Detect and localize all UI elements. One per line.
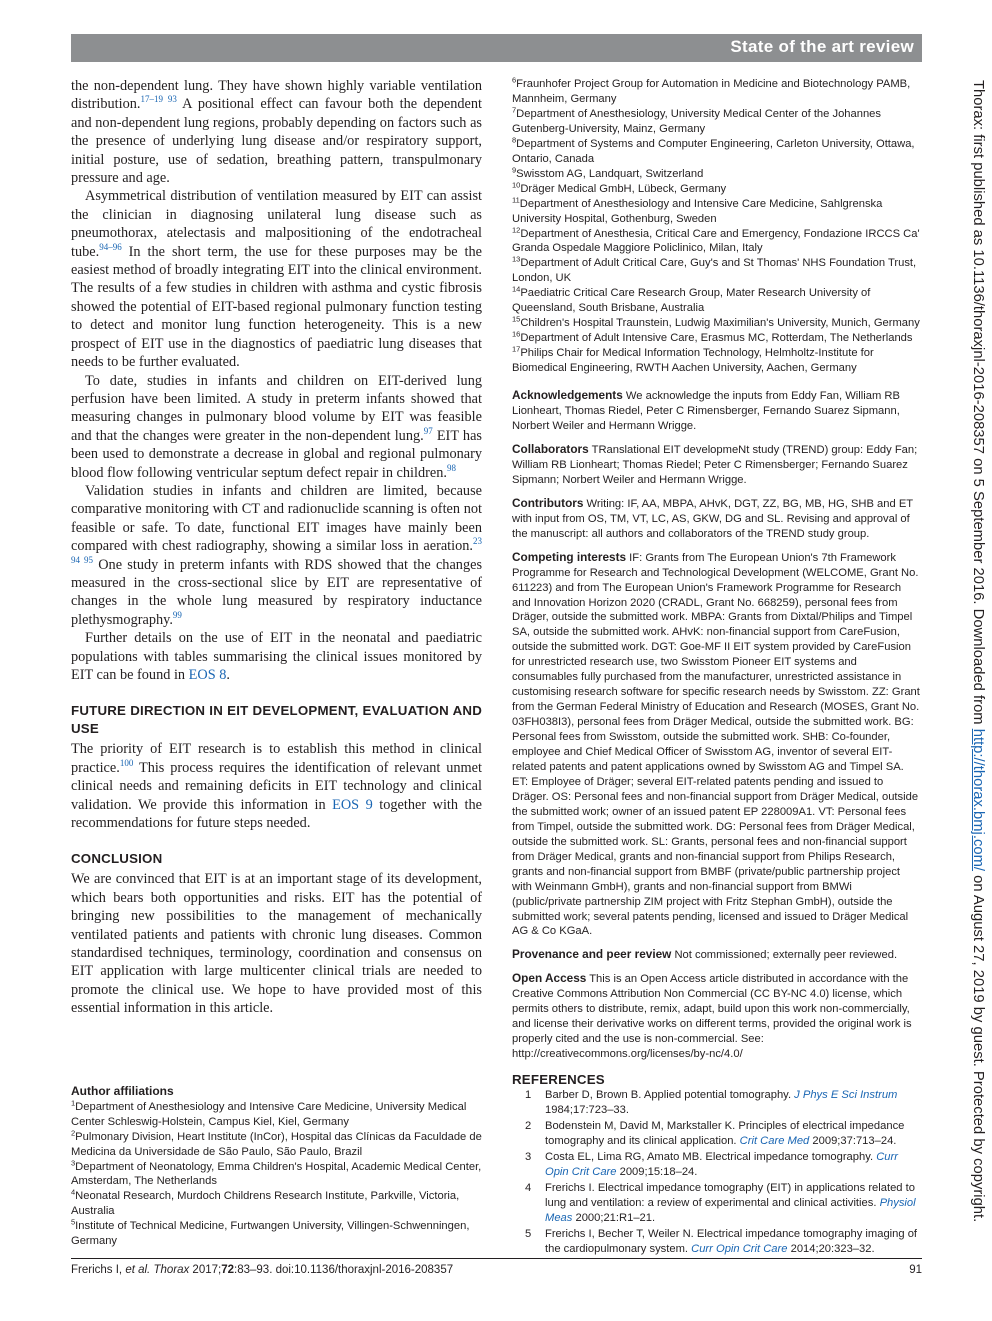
citation-link[interactable]: 23 94 95	[71, 536, 482, 565]
citation-link[interactable]: 94–96	[99, 241, 122, 252]
footer-divider	[71, 1258, 922, 1259]
affiliations-heading: Author affiliations	[71, 1084, 174, 1098]
back-matter-section: Contributors Writing: IF, AA, MBPA, AHvK, DGT, ZZ, BG, MB, HG, SHB and ET with input from OS, TM, VT, LC, AS, GKW, DG and SL. Revising and approval of the manuscript: all authors and collaborators of the TREND study group.	[512, 495, 913, 540]
journal-link[interactable]: Curr Opin Crit Care	[691, 1242, 788, 1255]
affiliation-item: $^{13}$Department of Adult Critical Care, Guy's and St Thomas' NHS Foundation Trust, London, UK	[512, 254, 917, 285]
affiliation-item: $^2$Pulmonary Division, Heart Institute (InCor), Hospital das Clínicas da Faculdade de Medicina da Universidade de São Paulo, São Paulo, Brazil	[71, 1127, 482, 1158]
reference-item: 5 Frerichs I, Becher T, Weiler N. Electrical impedance tomography imaging of the cardiopulmonary system. Curr Opin Crit Care 2014;20:323–32.	[525, 1227, 918, 1255]
citation-link[interactable]: 99	[172, 610, 182, 621]
affiliation-item: $^9$Swisstom AG, Landquart, Switzerland	[512, 164, 704, 180]
back-matter-section: Open Access This is an Open Access article distributed in accordance with the Creative Commons Attribution Non Commercial (CC BY-NC 4.0) license, which permits others to distribute, remix, adapt, build upon this work non-commercially, and license their derivative works on different terms, provided the original work is properly cited and the use is non-commercial. See: http://creativecommons.org/licenses/by-nc/4.0/	[512, 971, 912, 1061]
left-column	[71, 77, 482, 1018]
section-heading-conclusion: CONCLUSION	[71, 851, 163, 867]
reference-item: 4 Frerichs I. Electrical impedance tomography (EIT) in applications related to lung and ventilation: a review of experimental and clinical activities. Physiol Meas 2000;21:R1–21.	[525, 1181, 916, 1224]
affiliation-item: $^{11}$Department of Anesthesiology and Intensive Care Medicine, Sahlgrenska University Hospital, Gothenburg, Sweden	[512, 194, 883, 225]
journal-link[interactable]: J Phys E Sci Instrum	[794, 1089, 898, 1102]
citation-link[interactable]: 17–19 93	[140, 94, 177, 105]
section-title: State of the art review	[730, 37, 914, 56]
journal-link[interactable]: Curr Opin Crit Care	[545, 1150, 898, 1178]
paragraph: To date, studies in infants and children on EIT-derived lung perfusion have been limited. A study in preterm infants showed that measuring changes in pulmonary blood volume by EIT was feasible and that the changes were greater in the non-dependent lung.$^{97}$ EIT has been used to demonstrate a decrease in global and regional pulmonary blood flow following ventricular septum defect repair in children.$^{98}$	[71, 372, 482, 481]
eos8-link[interactable]: EOS 8	[188, 667, 227, 683]
affiliation-item: $^5$Institute of Technical Medicine, Furtwangen University, Villingen-Schwenningen, Germany	[71, 1217, 470, 1248]
affiliation-item: $^{12}$Department of Anesthesia, Critical Care and Emergency, Fondazione IRCCS Ca' Granda Ospedale Maggiore Policlinico, Milan, Italy	[512, 224, 920, 255]
affiliation-item: $^{10}$Dräger Medical GmbH, Lübeck, Germany	[512, 179, 727, 195]
back-matter-section: Competing interests IF: Grants from The European Union's 7th Framework Programme for Research and Technological Development (WELCOME, Grant No. 611223) and from The European Union's Framework Programme for Research and Innovation Horizon 2020 (CRADL, Grant No. 668259), personal fees from Dräger, outside the submitted work. MBPA: Grants from Dixtal/Philips and Timpel SA, outside the submitted work. AHvK: non-financial support from CareFusion, outside the submitted work. DGT: Goe-MF II EIT system provided by CareFusion for unrestricted research use, two Swisstom Pioneer EIT systems and consumables fully purchased from the manufacturer, unrestricted assistance in customising research software for specific research needs by Swisstom. ZZ: Grant from the German Federal Ministry of Education and Research (MOSES, Grant No. 03FH038I3), personal fees from Dräger Medical, outside the submitted work. BG: Personal fees from Swisstom, outside the submitted work. SHB: Co-founder, employee and Chief Medical Officer of Swisstom AG, inventor of several EIT-related patents and patent applications owned by Swisstom AG and Timpel SA. ET: Employee of Dräger; several EIT-related patents pending and issued to Dräger. OS: Personal fees and non-financial support from Dräger Medical, outside the submitted work; owner of an issued patent EP 228009A1. VT: Personal fees from Timpel, outside the submitted work. DG: Personal fees from Dräger Medical, outside the submitted work. SL: Grants, personal fees and non-financial support from Dräger Medical, grants and non-financial support from Philips Research, grants and non-financial support from BMBF (private/public partnership project with Weinmann GmbH), grants and non-financial support from BMWi (public/private partnership ZIM project with Fritz Stephan GmbH), outside the submitted work; several patents pending, licensed and issued to Dräger Medical AG & Co KGaA.	[512, 549, 920, 938]
paragraph: Asymmetrical distribution of ventilation measured by EIT can assist the clinician in diagnosing unilateral lung disease such as pneumothorax, atelectasis and malpositioning of the endotracheal tube.$^{94-96}$ In the short term, the use for these purposes may be the easiest method of broadly integrating EIT into the clinical environment. The results of a few studies in children with asthma and cystic fibrosis showed the potential of EIT-based regional pulmonary function testing to detect and monitor lung function heterogeneity. This is a new prospect of EIT use in the diagnostics of paediatric lung diseases that needs to be further evaluated.	[71, 188, 482, 371]
affiliation-item: $^{17}$Philips Chair for Medical Information Technology, Helmholtz-Institute for Biomedical Engineering, RWTH Aachen University, Aachen, Germany	[512, 344, 874, 375]
references-heading: REFERENCES	[512, 1072, 605, 1088]
back-matter-section: Provenance and peer review Not commissioned; externally peer reviewed.	[512, 947, 898, 962]
paragraph: Further details on the use of EIT in the neonatal and paediatric populations with tables summarising the clinical issues monitored by EIT can be found in EOS 8.	[71, 630, 482, 683]
affiliation-item: $^{16}$Department of Adult Intensive Care, Erasmus MC, Rotterdam, The Netherlands	[512, 329, 913, 345]
eos9-link[interactable]: EOS 9	[332, 796, 373, 813]
affiliation-item: $^3$Department of Neonatology, Emma Children's Hospital, Academic Medical Center, Amsterdam, The Netherlands	[71, 1157, 482, 1188]
reference-item: 3 Costa EL, Lima RG, Amato MB. Electrical impedance tomography. Curr Opin Crit Care 2009;15:18–24.	[525, 1150, 898, 1178]
paragraph: Validation studies in infants and children are limited, because comparative monitoring with CT and radionuclide scanning is often not feasible or safe. To date, functional EIT images have mainly been compared with chest radiography, showing a similar loss in aeration.$^{23 94 95}$ One study in preterm infants with RDS showed that the changes measured in the cross-sectional slice by EIT are representative of changes in the whole lung measured by respiratory inductance plethysmography.$^{99}$	[71, 482, 483, 628]
journal-url-link[interactable]: http://thorax.bmj.com/	[970, 728, 986, 872]
reference-item: 2 Bodenstein M, David M, Markstaller K. Principles of electrical impedance tomography and its clinical application. Crit Care Med 2009;37:713–24.	[525, 1120, 905, 1147]
section-heading-future: FUTURE DIRECTION IN EIT DEVELOPMENT, EVALUATION AND USE	[71, 703, 482, 737]
journal-link[interactable]: Crit Care Med	[739, 1134, 810, 1147]
affiliation-item: $^4$Neonatal Research, Murdoch Childrens Research Institute, Parkville, Victoria, Australia	[71, 1187, 460, 1218]
paragraph: The priority of EIT research is to establish this method in clinical practice.$^{100}$ This process requires the identification of relevant unmet clinical needs and remaining deficits in EIT technology and clinical validation. We provide this information in EOS 9 together with the recommendations for future steps needed.	[71, 741, 482, 832]
reference-item: 1 Barber D, Brown B. Applied potential tomography. J Phys E Sci Instrum 1984;17:723–33.	[525, 1089, 898, 1117]
download-watermark: Thorax: first published as 10.1136/thoraxjnl-2016-208357 on 5 September 2016. Downloaded from http://thorax.bmj.com/ on August 27, 2019 by guest. Protected by copyright.	[970, 80, 986, 1223]
affiliation-item: $^{14}$Paediatric Critical Care Research Group, Mater Research University of Queensland, South Brisbane, Australia	[512, 284, 871, 315]
right-column	[512, 77, 922, 1257]
affiliation-item: $^8$Department of Systems and Computer Engineering, Carleton University, Ottawa, Ontario, Canada	[512, 135, 915, 165]
paragraph: the non-dependent lung. They have shown highly variable ventilation distribution.$^{17-19 93}$ A positional effect can favour both the dependent and non-dependent lung regions, probably depending on factors such as the presence of underlying lung disease and/or respiratory support, initial posture, use of sedation, breathing pattern, transpulmonary pressure and age.	[71, 78, 483, 187]
affiliation-item: $^{15}$Children's Hospital Traunstein, Ludwig Maximilian's University, Munich, Germany	[512, 314, 920, 330]
page-number: 91	[909, 1264, 922, 1276]
journal-link[interactable]: Physiol Meas	[545, 1196, 916, 1224]
back-matter-section: Collaborators TRanslational EIT developmeNt study (TREND) group: Eddy Fan; William RB Lionheart; Thomas Riedel; Peter C Rimensberger; Fernando Suarez Sipmann; Norbert Weiler and Hermann Wrigge.	[512, 441, 918, 486]
author-affiliations	[71, 1084, 482, 1249]
citation-link[interactable]: 97	[423, 425, 433, 436]
footer-citation: Frerichs I, et al. Thorax 2017;72:83–93. doi:10.1136/thoraxjnl-2016-208357	[71, 1264, 454, 1276]
citation-link[interactable]: 98	[446, 462, 456, 473]
back-matter-section: Acknowledgements We acknowledge the inputs from Eddy Fan, William RB Lionheart, Thomas Riedel, Peter C Rimensberger, Fernando Suarez Sipmann, Norbert Weiler and Hermann Wrigge.	[512, 388, 900, 432]
section-header-bar	[71, 34, 922, 62]
affiliation-item: $^1$Department of Anesthesiology and Intensive Care Medicine, University Medical Center Schleswig-Holstein, Campus Kiel, Kiel, Germany	[71, 1098, 467, 1128]
paragraph: We are convinced that EIT is at an important stage of its development, which bears both opportunities and risks. EIT has the potential of bringing new possibilities to the management of mechanically ventilated patients and patients with chronic lung diseases. Common standardised techniques, terminology, coordination and consensus on EIT application with large multicenter clinical trials are needed to promote the clinical use. We hope to have provided most of this essential information in this article.	[71, 871, 482, 1017]
citation-link[interactable]: 100	[119, 758, 134, 769]
affiliation-item: $^6$Fraunhofer Project Group for Automation in Medicine and Biotechnology PAMB, Mannheim, Germany	[512, 75, 911, 105]
affiliation-item: $^7$Department of Anesthesiology, University Medical Center of the Johannes Gutenberg-University, Mainz, Germany	[512, 105, 881, 135]
